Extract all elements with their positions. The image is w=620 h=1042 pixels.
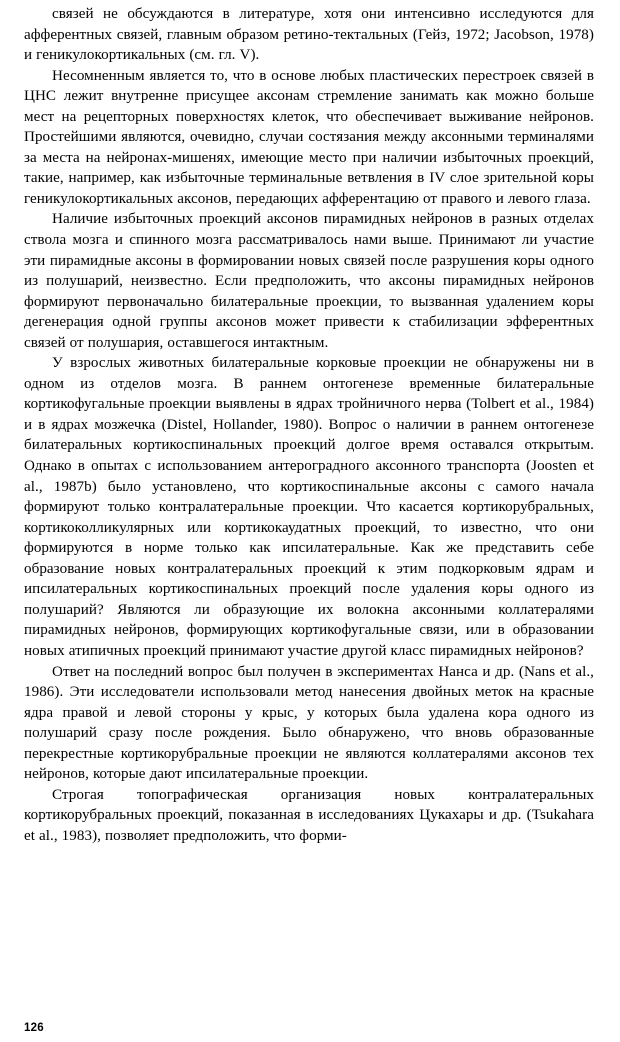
paragraph: Ответ на последний вопрос был получен в экспериментах Нанса и др. (Nans et al., 1986). Эти исследователи использовали метод нанесения двойных меток на красные ядра правой и левой стороны у крыс, у которых была удалена кора одного из полушарий сразу после рождения. Было обнаружено, что вновь образованные перекрестные кортикорубральные проекции не являются коллатералями аксонов тех нейронов, которые дают ипсилатеральные проекции. (24, 663, 594, 783)
paragraph: Строгая топографическая организация новых контралатеральных кортикорубральных проекций, показанная в исследованиях Цукахары и др. (Tsukahara et al., 1983), позволяет предположить, что форми- (24, 786, 594, 844)
paragraph: Несомненным является то, что в основе любых пластических перестроек связей в ЦНС лежит внутренне присущее аксонам стремление занимать как можно больше мест на рецепторных поверхностях клеток, что обеспечивает выживание нейронов. Простейшими являются, очевидно, случаи состязания между аксонными терминалями за места на нейронах-мишенях, имеющие место при наличии избыточных проекций, такие, например, как избыточные терминальные ветвления в IV слое зрительной коры геникулокортикальных аксонов, передающих афферентацию от правого и левого глаза. (24, 67, 594, 207)
page-number: 126 (24, 1022, 44, 1034)
page-body (24, 4, 594, 846)
paragraph: связей не обсуждаются в литературе, хотя они интенсивно исследуются для афферентных связей, главным образом ретино-тектальных (Гейз, 1972; Jacobson, 1978) и геникулокортикальных (см. гл. V). (24, 6, 594, 64)
paragraph: У взрослых животных билатеральные корковые проекции не обнаружены ни в одном из отделов мозга. В раннем онтогенезе временные билатеральные кортикофугальные проекции выявлены в ядрах тройничного нерва (Tolbert et al., 1984) и в ядрах мозжечка (Distel, Hollander, 1980). Вопрос о наличии в раннем онтогенезе билатеральных кортикоспинальных проекций долгое время оставался открытым. Однако в опытах с использованием антероградного аксонного транспорта (Joosten et al., 1987b) было установлено, что кортикоспинальные аксоны с самого начала формируют только контралатеральные проекции. Что касается кортикорубральных, кортикоколликулярных или кортикокаудатных проекций, то известно, что они формируются в норме только как ипсилатеральные. Как же представить себе образование новых контралатеральных проекций к этим подкорковым ядрам и ипсилатеральных кортикоспинальных проекций после удаления коры одного из полушарий? Являются ли образующие их волокна аксонными коллатералями пирамидных нейронов, формирующих кортикофугальные связи, или в образовании новых атипичных проекций принимают участие другой класс пирамидных нейронов? (24, 355, 594, 659)
paragraph: Наличие избыточных проекций аксонов пирамидных нейронов в разных отделах ствола мозга и спинного мозга рассматривалось нами выше. Принимают ли участие эти пирамидные аксоны в формировании новых связей после разрушения коры одного из полушарий, неизвестно. Если предположить, что аксоны пирамидных нейронов формируют первоначально билатеральные проекции, то вызванная удалением коры дегенерация одной группы аксонов может привести к стабилизации эфферентных связей от полушария, оставшегося интактным. (24, 211, 594, 351)
